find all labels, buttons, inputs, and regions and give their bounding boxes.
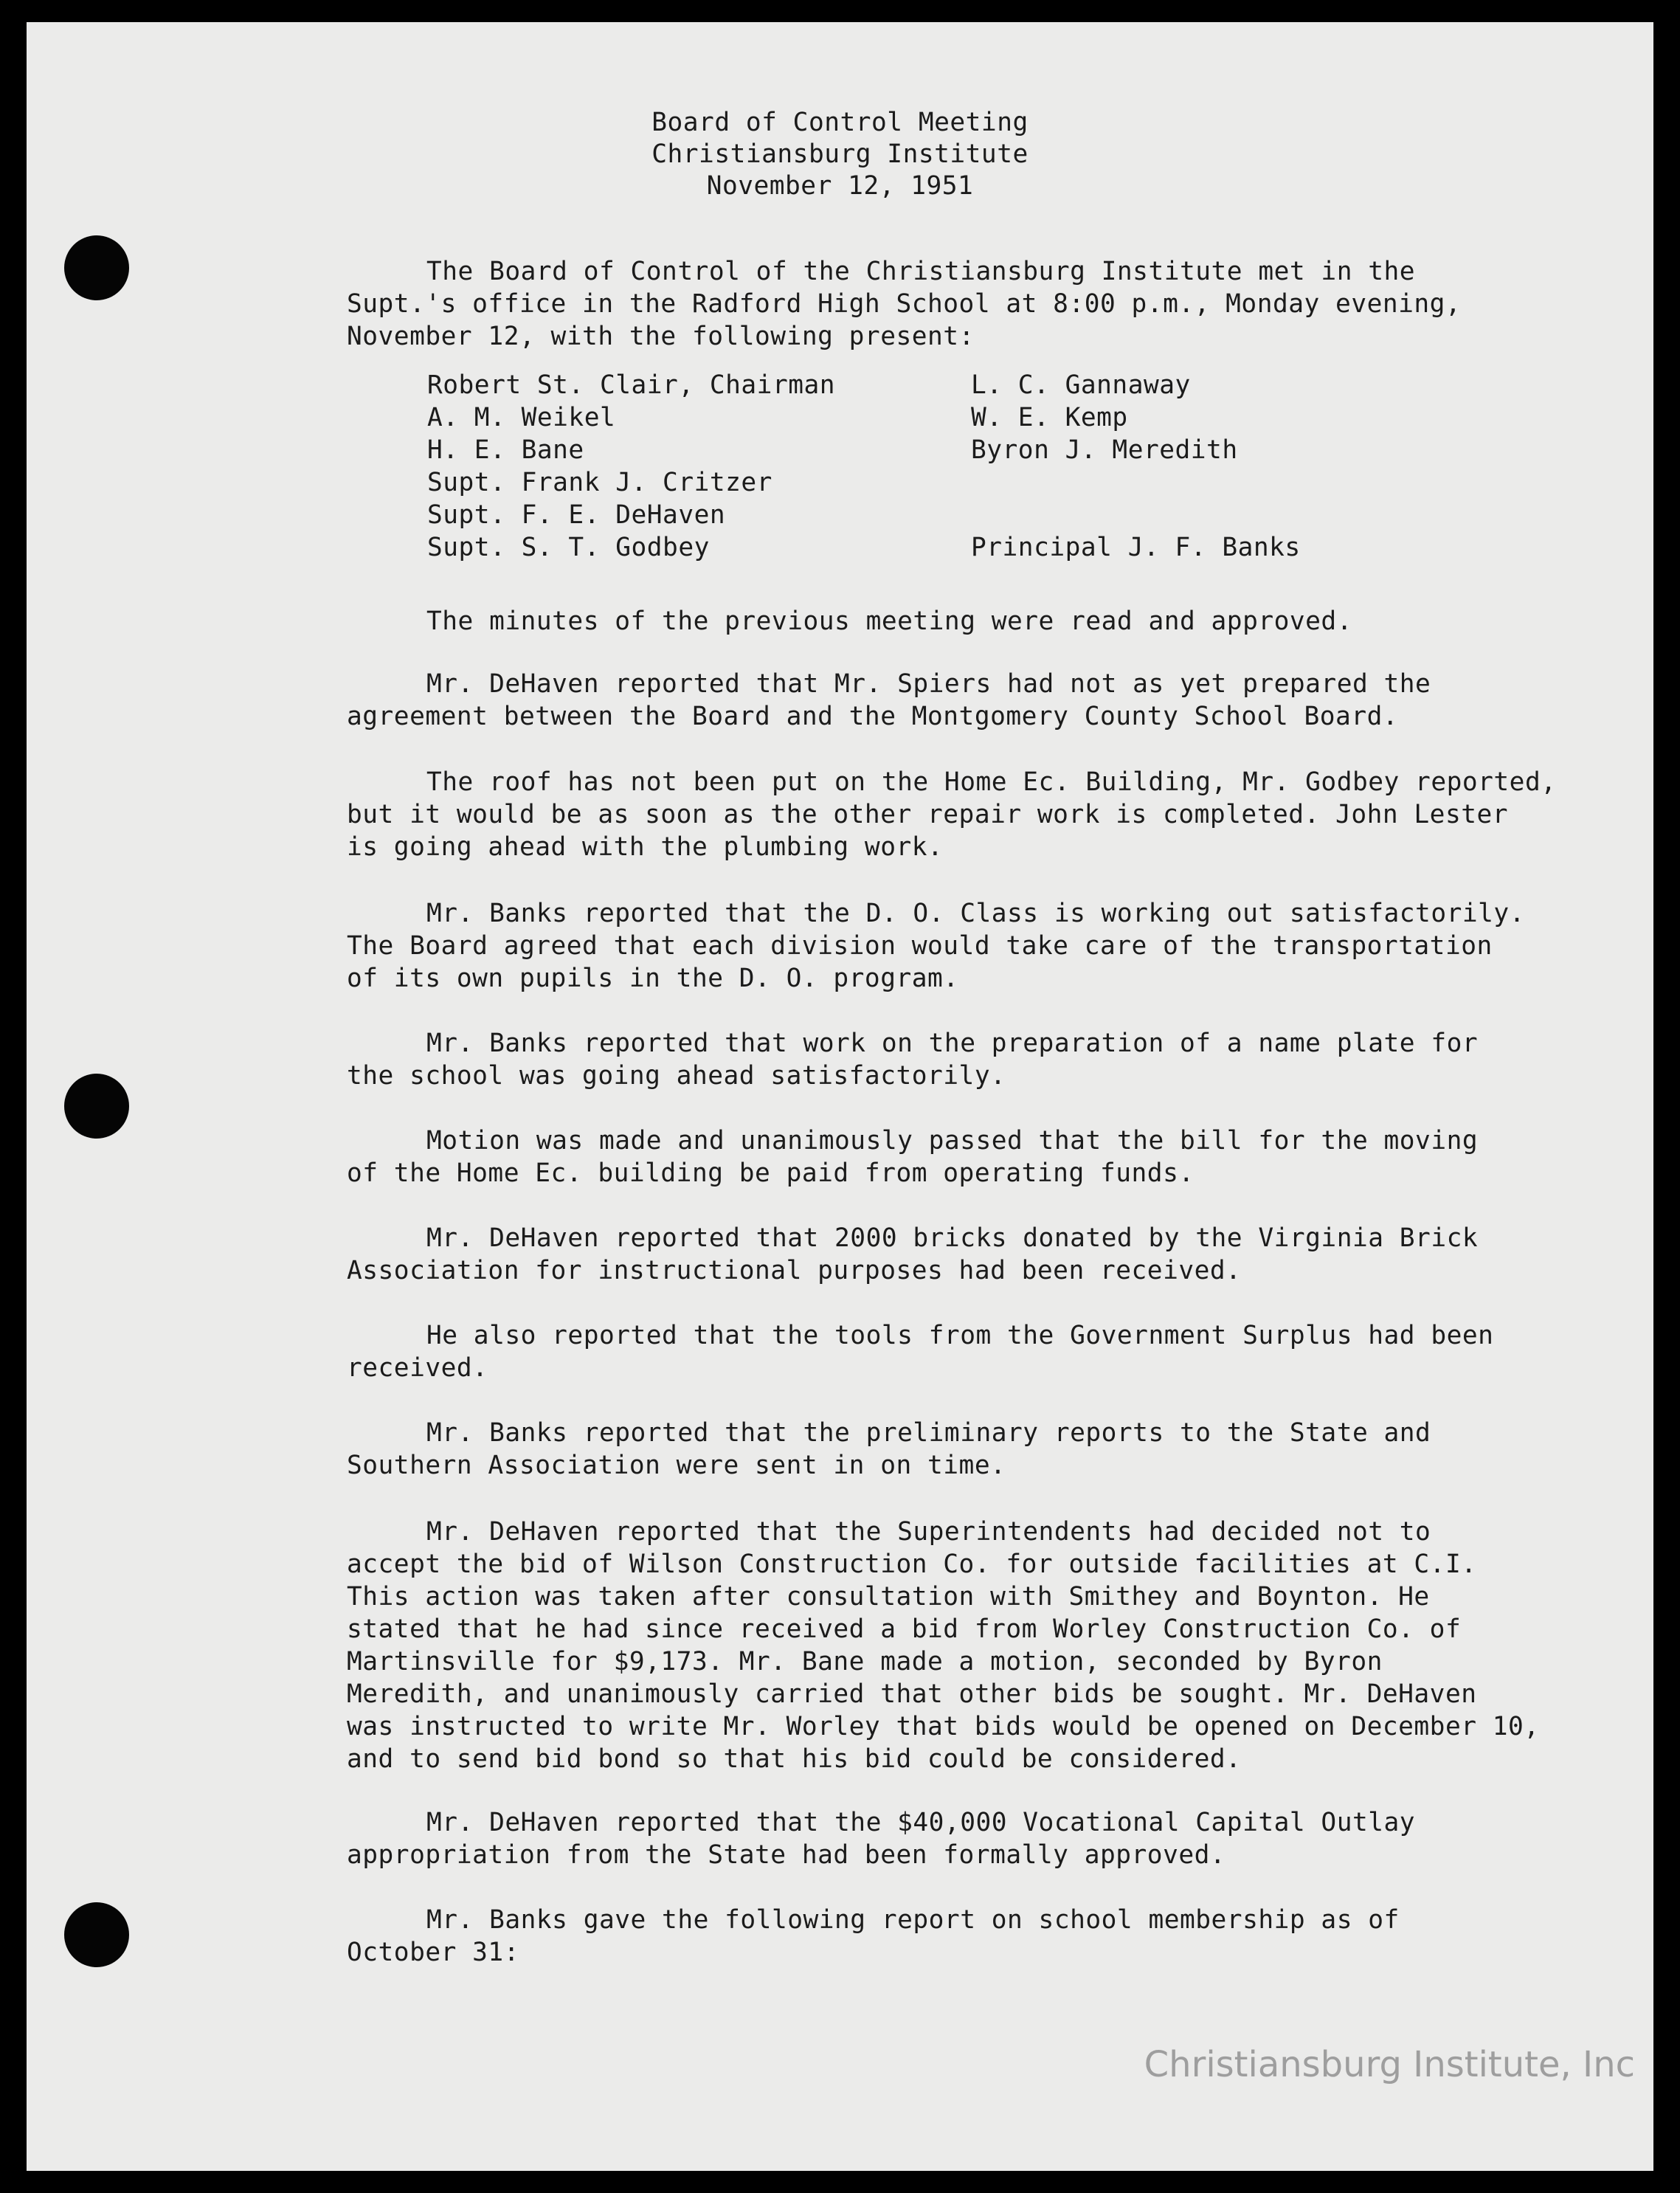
punch-hole bbox=[64, 1902, 129, 1967]
document-page bbox=[27, 22, 1653, 2171]
attendee: L. C. Gannaway bbox=[971, 370, 1191, 400]
header-title: Board of Control Meeting bbox=[651, 108, 1029, 137]
attendee-column-left bbox=[427, 369, 835, 564]
header-date: November 12, 1951 bbox=[706, 171, 974, 201]
attendee: H. E. Bane bbox=[427, 435, 584, 465]
attendee: Robert St. Clair, Chairman bbox=[427, 370, 836, 400]
minutes-paragraph: Mr. Banks reported that the D. O. Class is working out satisfactorily. The Board agreed that each division would take care of the transportation of its own pupils in the D. O. program. bbox=[347, 899, 1525, 993]
header-institution: Christiansburg Institute bbox=[651, 139, 1029, 169]
attendee: W. E. Kemp bbox=[971, 403, 1128, 432]
attendee: A. M. Weikel bbox=[427, 403, 616, 432]
attendee: Supt. S. T. Godbey bbox=[427, 533, 710, 562]
attendee: Supt. Frank J. Critzer bbox=[427, 468, 772, 497]
minutes-paragraph: Motion was made and unanimously passed that the bill for the moving of the Home Ec. building be paid from operating funds. bbox=[347, 1126, 1479, 1188]
minutes-paragraph: Mr. Banks gave the following report on school membership as of October 31: bbox=[347, 1905, 1400, 1967]
minutes-paragraph: The roof has not been put on the Home Ec. Building, Mr. Godbey reported, but it would be as soon as the other repair work is completed. John Lester is going ahead with the plumbing work. bbox=[347, 767, 1557, 862]
punch-hole bbox=[64, 1074, 129, 1139]
watermark: Christiansburg Institute, Inc bbox=[1144, 2044, 1635, 2085]
attendee: Supt. F. E. DeHaven bbox=[427, 500, 726, 530]
attendee-principal: Principal J. F. Banks bbox=[971, 533, 1301, 562]
punch-hole bbox=[64, 235, 129, 300]
minutes-paragraph: The minutes of the previous meeting were read and approved. bbox=[426, 607, 1352, 636]
minutes-paragraph: Mr. DeHaven reported that the $40,000 Vocational Capital Outlay appropriation from the State had been formally approved. bbox=[347, 1808, 1416, 1870]
minutes-paragraph: Mr. DeHaven reported that the Superintendents had decided not to accept the bid of Wilson Construction Co. for outside facilities at C.I. This action was taken after consultation with Smithey and Boynton. He stated that he had since received a bid from Worley Construction Co. of Martinsville for $9,173. Mr. Bane made a motion, seconded by Byron Meredith, and unanimously carried that other bids be sought. Mr. DeHaven was instructed to write Mr. Worley that bids would be opened on December 10, and to send bid bond so that his bid could be considered. bbox=[347, 1517, 1540, 1774]
minutes-paragraph: Mr. DeHaven reported that Mr. Spiers had not as yet prepared the agreement between the Board and the Montgomery County School Board. bbox=[347, 669, 1431, 731]
attendee: Byron J. Meredith bbox=[971, 435, 1238, 465]
minutes-paragraph: Mr. DeHaven reported that 2000 bricks donated by the Virginia Brick Association for instructional purposes had been received. bbox=[347, 1223, 1479, 1285]
minutes-paragraph: He also reported that the tools from the Government Surplus had been received. bbox=[347, 1321, 1494, 1383]
minutes-paragraph: Mr. Banks reported that the preliminary reports to the State and Southern Association were sent in on time. bbox=[347, 1418, 1431, 1480]
intro-paragraph: The Board of Control of the Christiansburg Institute met in the Supt.'s office in the Radford High School at 8:00 p.m., Monday evening, November 12, with the following present: bbox=[347, 257, 1462, 351]
attendee-list bbox=[427, 369, 1534, 576]
attendee-column-right bbox=[971, 369, 1301, 564]
document-header bbox=[27, 107, 1653, 202]
minutes-paragraph: Mr. Banks reported that work on the preparation of a name plate for the school was going ahead satisfactorily. bbox=[347, 1029, 1479, 1091]
